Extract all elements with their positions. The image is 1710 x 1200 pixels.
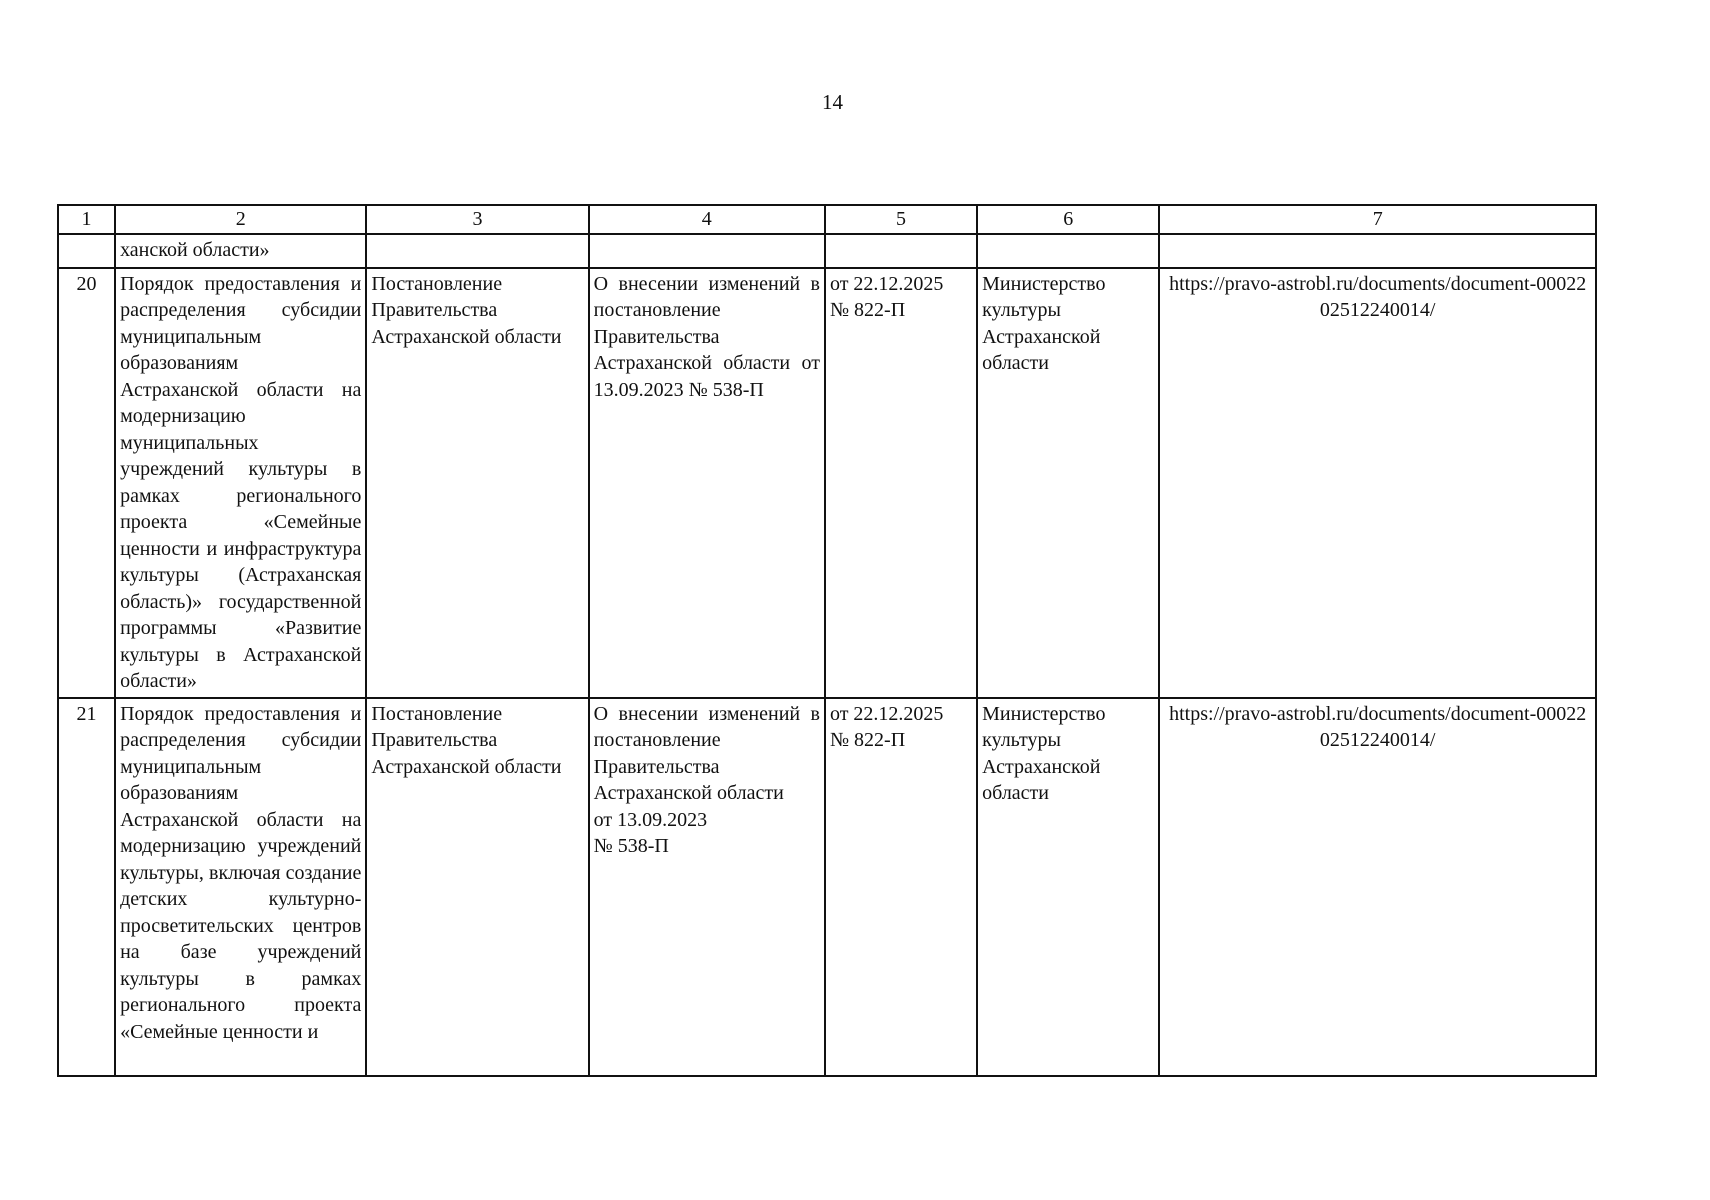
column-header: 3 bbox=[366, 205, 588, 234]
page-number: 14 bbox=[822, 90, 843, 114]
document-title bbox=[589, 698, 825, 1076]
table-cell bbox=[1159, 234, 1596, 268]
column-header: 6 bbox=[977, 205, 1159, 234]
document-number: № 822-П bbox=[829, 729, 906, 751]
table-row bbox=[58, 268, 1596, 698]
row-number: 21 bbox=[58, 698, 115, 1076]
document-date-number bbox=[825, 268, 977, 698]
table-cell bbox=[366, 234, 588, 268]
documents-table bbox=[57, 204, 1597, 1077]
document-number: № 822-П bbox=[829, 299, 906, 321]
document-title-date: от 13.09.2023 bbox=[593, 808, 708, 831]
column-header: 5 bbox=[825, 205, 977, 234]
column-header: 4 bbox=[589, 205, 825, 234]
document-title: О внесении изменений в постановление Правительства Астраханской области от 13.09.2023 № 538-П bbox=[589, 268, 825, 698]
document-date: от 22.12.2025 bbox=[829, 702, 944, 725]
column-header: 7 bbox=[1159, 205, 1596, 234]
table-cell bbox=[825, 234, 977, 268]
table-cell bbox=[589, 234, 825, 268]
document-date: от 22.12.2025 bbox=[829, 272, 944, 295]
table-row bbox=[58, 698, 1596, 1076]
document-link[interactable]: https://pravo-astrobl.ru/documents/document-0002202512240014/ bbox=[1159, 698, 1596, 1076]
document-type: Постановление Правительства Астраханской области bbox=[366, 698, 588, 1076]
document-name: Порядок предоставления и распределения субсидии муниципальным образованиям Астраханской области на модернизацию муниципальных учреждений культуры в рамках регионального проекта «Семейные ценности и инфраструктура культуры (Астраханская область)» государственной программы «Развитие культуры в Астраханской области» bbox=[115, 268, 366, 698]
table-header-row bbox=[58, 205, 1596, 234]
document-title-text: О внесении изменений в постановление Правительства Астраханской области bbox=[593, 702, 820, 804]
continuation-text: ханской области» bbox=[115, 234, 366, 268]
responsible-ministry: Министерство культуры Астраханской области bbox=[977, 698, 1159, 1076]
column-header: 2 bbox=[115, 205, 366, 234]
responsible-ministry: Министерство культуры Астраханской области bbox=[977, 268, 1159, 698]
document-date-number bbox=[825, 698, 977, 1076]
document-link[interactable]: https://pravo-astrobl.ru/documents/document-0002202512240014/ bbox=[1159, 268, 1596, 698]
continuation-row bbox=[58, 234, 1596, 268]
document-title-number: № 538-П bbox=[593, 835, 669, 857]
table-cell bbox=[977, 234, 1159, 268]
table-cell bbox=[58, 234, 115, 268]
row-number: 20 bbox=[58, 268, 115, 698]
document-type: Постановление Правительства Астраханской области bbox=[366, 268, 588, 698]
column-header: 1 bbox=[58, 205, 115, 234]
document-name: Порядок предоставления и распределения субсидии муниципальным образованиям Астраханской области на модернизацию учреждений культуры, включая создание детских культурно-просветительских центров на базе учреждений культуры в рамках регионального проекта «Семейные ценности и bbox=[115, 698, 366, 1076]
